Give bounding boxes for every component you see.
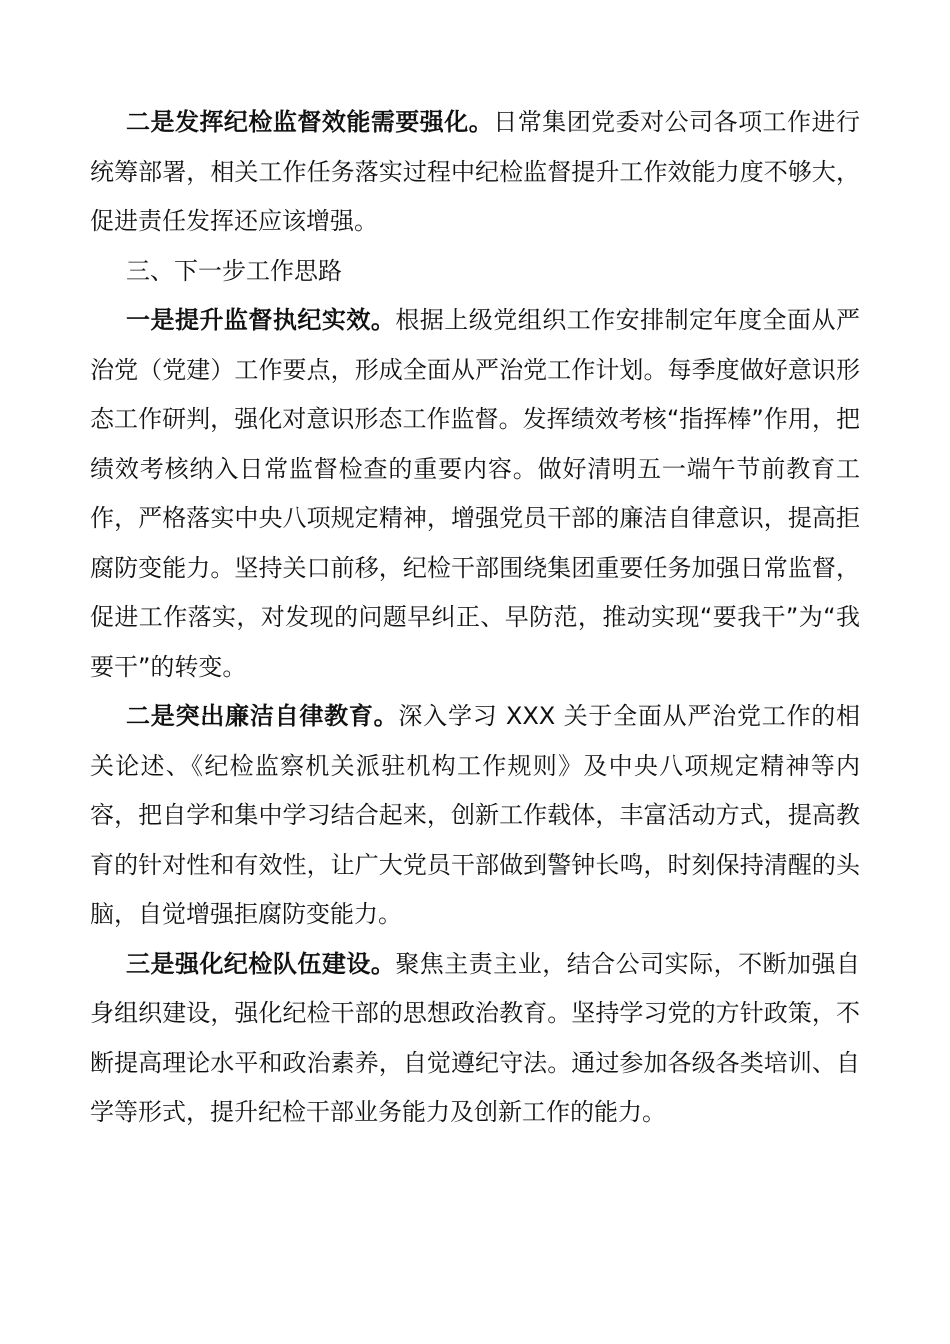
paragraph-text: 深入学习 XXX 关于全面从严治党工作的相关论述、《纪检监察机关派驻机构工作规则》及中央八项规定精神等内容，把自学和集中学习结合起来，创新工作载体，丰富活动方式，提高教育的针对性和有效性，让广大党员干部做到警钟长鸣，时刻保持清醒的头脑，自觉增强拒腐防变能力。 bbox=[90, 702, 860, 928]
paragraph-lead: 二是发挥纪检监督效能需要强化。 bbox=[126, 108, 494, 136]
section-heading-next-steps: 三、下一步工作思路 bbox=[126, 256, 342, 285]
document-body bbox=[90, 98, 860, 1138]
paragraph-improve-supervision bbox=[90, 296, 860, 692]
paragraph-integrity-education bbox=[90, 692, 860, 940]
paragraph-text: 聚焦主责主业，结合公司实际，不断加强自身组织建设，强化纪检干部的思想政治教育。坚持学习党的方针政策，不断提高理论水平和政治素养，自觉遵纪守法。通过参加各级各类培训、自学等形式，提升纪检干部业务能力及创新工作的能力。 bbox=[90, 949, 861, 1126]
paragraph-lead: 三是强化纪检队伍建设。 bbox=[126, 949, 396, 978]
paragraph-text: 根据上级党组织工作安排制定年度全面从严治党（党建）工作要点，形成全面从严治党工作计划。每季度做好意识形态工作研判，强化对意识形态工作监督。发挥绩效考核“指挥棒”作用，把绩效考核纳入日常监督检查的重要内容。做好清明五一端午节前教育工作，严格落实中央八项规定精神，增强党员干部的廉洁自律意识，提高拒腐防变能力。坚持关口前移，纪检干部围绕集团重要任务加强日常监督，促进工作落实，对发现的问题早纠正、早防范，推动实现“要我干”为“我要干”的转变。 bbox=[90, 306, 861, 681]
paragraph-discipline-supervision-weakness bbox=[90, 98, 860, 247]
paragraph-team-building bbox=[90, 940, 860, 1138]
paragraph-lead: 一是提升监督执纪实效。 bbox=[126, 306, 396, 334]
paragraph-lead: 二是突出廉洁自律教育。 bbox=[126, 702, 399, 730]
paragraph-text: 日常集团党委对公司各项工作进行统筹部署，相关工作任务落实过程中纪检监督提升工作效能力度不够大，促进责任发挥还应该增强。 bbox=[90, 108, 861, 235]
